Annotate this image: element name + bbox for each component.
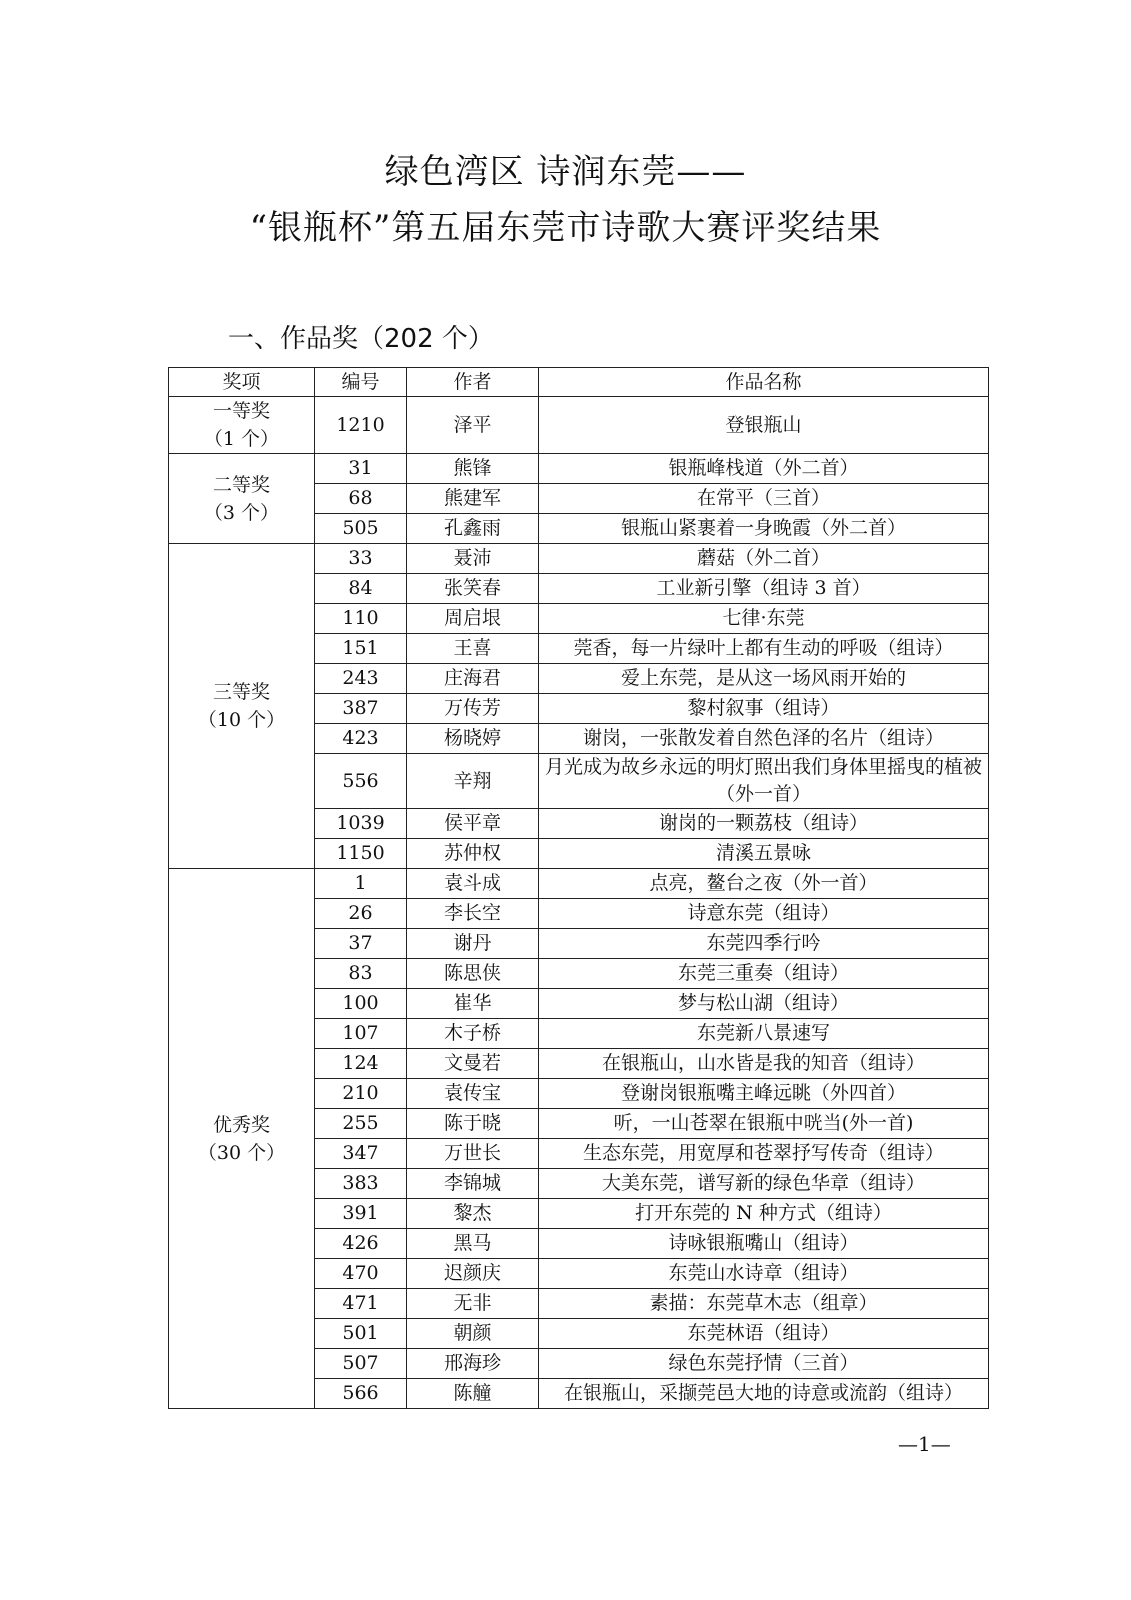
author-name: 陈于晓 — [407, 1109, 539, 1139]
author-name: 木子桥 — [407, 1019, 539, 1049]
entry-number: 210 — [315, 1079, 407, 1109]
work-title: 梦与松山湖（组诗） — [539, 989, 989, 1019]
author-name: 周启垠 — [407, 604, 539, 634]
author-name: 黎杰 — [407, 1199, 539, 1229]
work-title: 东莞三重奏（组诗） — [539, 959, 989, 989]
section-heading: 一、作品奖（202 个） — [228, 324, 494, 354]
work-title: 工业新引擎（组诗 3 首） — [539, 574, 989, 604]
author-name: 无非 — [407, 1289, 539, 1319]
author-name: 李长空 — [407, 899, 539, 929]
author-name: 张笑春 — [407, 574, 539, 604]
author-name: 庄海君 — [407, 664, 539, 694]
entry-number: 31 — [315, 454, 407, 484]
work-title: 登谢岗银瓶嘴主峰远眺（外四首） — [539, 1079, 989, 1109]
entry-number: 243 — [315, 664, 407, 694]
award-category-count: （10 个） — [197, 709, 286, 731]
page-number: —1— — [898, 1432, 951, 1456]
author-name: 黑马 — [407, 1229, 539, 1259]
work-title: 登银瓶山 — [539, 397, 989, 454]
awards-table-header — [169, 368, 989, 397]
work-title: 清溪五景咏 — [539, 839, 989, 869]
entry-number: 84 — [315, 574, 407, 604]
award-category-name: 优秀奖 — [212, 1113, 270, 1136]
work-title: 谢岗，一张散发着自然色泽的名片（组诗） — [539, 724, 989, 754]
award-category-name: 三等奖 — [212, 681, 270, 703]
entry-number: 471 — [315, 1289, 407, 1319]
entry-number: 505 — [315, 514, 407, 544]
author-name: 辛翔 — [407, 754, 539, 809]
work-title: 银瓶峰栈道（外二首） — [539, 454, 989, 484]
entry-number: 107 — [315, 1019, 407, 1049]
author-name: 崔华 — [407, 989, 539, 1019]
author-name: 熊锋 — [407, 454, 539, 484]
author-name: 迟颜庆 — [407, 1259, 539, 1289]
work-title: 黎村叙事（组诗） — [539, 694, 989, 724]
entry-number: 383 — [315, 1169, 407, 1199]
table-row — [169, 544, 989, 574]
entry-number: 68 — [315, 484, 407, 514]
entry-number: 1210 — [315, 397, 407, 454]
entry-number: 1 — [315, 869, 407, 899]
work-title: 爱上东莞，是从这一场风雨开始的 — [539, 664, 989, 694]
entry-number: 347 — [315, 1139, 407, 1169]
entry-number: 507 — [315, 1349, 407, 1379]
author-name: 苏仲权 — [407, 839, 539, 869]
entry-number: 83 — [315, 959, 407, 989]
work-title: 东莞四季行吟 — [539, 929, 989, 959]
award-category-name: 一等奖 — [212, 400, 270, 422]
author-name: 谢丹 — [407, 929, 539, 959]
work-title: 七律·东莞 — [539, 604, 989, 634]
work-title: 东莞山水诗章（组诗） — [539, 1259, 989, 1289]
entry-number: 110 — [315, 604, 407, 634]
author-name: 袁传宝 — [407, 1079, 539, 1109]
author-name: 万世长 — [407, 1139, 539, 1169]
award-category-cell — [169, 869, 315, 1409]
award-category-count: （3 个） — [203, 501, 280, 524]
author-name: 朝颜 — [407, 1319, 539, 1349]
entry-number: 387 — [315, 694, 407, 724]
header-work-title: 作品名称 — [539, 368, 989, 397]
work-title: 谢岗的一颗荔枝（组诗） — [539, 809, 989, 839]
author-name: 万传芳 — [407, 694, 539, 724]
title-line-1: 绿色湾区 诗润东莞—— — [384, 152, 747, 192]
awards-table — [168, 367, 989, 1409]
work-title: 点亮，鳌台之夜（外一首） — [539, 869, 989, 899]
header-author: 作者 — [407, 368, 539, 397]
entry-number: 423 — [315, 724, 407, 754]
table-row — [169, 397, 989, 454]
entry-number: 1150 — [315, 839, 407, 869]
work-title: 银瓶山紧裹着一身晚霞（外二首） — [539, 514, 989, 544]
author-name: 熊建军 — [407, 484, 539, 514]
award-category-count: （30 个） — [197, 1141, 286, 1164]
entry-number: 556 — [315, 754, 407, 809]
work-title: 在银瓶山，采撷莞邑大地的诗意或流韵（组诗） — [539, 1379, 989, 1409]
author-name: 文曼若 — [407, 1049, 539, 1079]
author-name: 侯平章 — [407, 809, 539, 839]
entry-number: 501 — [315, 1319, 407, 1349]
author-name: 王喜 — [407, 634, 539, 664]
work-title: 素描：东莞草木志（组章） — [539, 1289, 989, 1319]
table-row — [169, 454, 989, 484]
award-category-name: 二等奖 — [212, 473, 270, 496]
work-title: 大美东莞，谱写新的绿色华章（组诗） — [539, 1169, 989, 1199]
work-title: 东莞新八景速写 — [539, 1019, 989, 1049]
entry-number: 255 — [315, 1109, 407, 1139]
work-title: 月光成为故乡永远的明灯照出我们身体里摇曳的植被（外一首） — [539, 754, 989, 809]
work-title: 在银瓶山，山水皆是我的知音（组诗） — [539, 1049, 989, 1079]
title-line-2: “银瓶杯”第五届东莞市诗歌大赛评奖结果 — [249, 208, 882, 248]
author-name: 邢海珍 — [407, 1349, 539, 1379]
entry-number: 391 — [315, 1199, 407, 1229]
work-title: 诗咏银瓶嘴山（组诗） — [539, 1229, 989, 1259]
author-name: 杨晓婷 — [407, 724, 539, 754]
awards-table-body — [169, 397, 989, 1409]
entry-number: 33 — [315, 544, 407, 574]
award-category-cell — [169, 544, 315, 869]
header-award: 奖项 — [169, 368, 315, 397]
work-title: 莞香，每一片绿叶上都有生动的呼吸（组诗） — [539, 634, 989, 664]
work-title: 听，一山苍翠在银瓶中咣当(外一首) — [539, 1109, 989, 1139]
author-name: 孔鑫雨 — [407, 514, 539, 544]
work-title: 生态东莞，用宽厚和苍翠抒写传奇（组诗） — [539, 1139, 989, 1169]
award-category-count: （1 个） — [203, 428, 280, 450]
entry-number: 37 — [315, 929, 407, 959]
work-title: 诗意东莞（组诗） — [539, 899, 989, 929]
author-name: 聂沛 — [407, 544, 539, 574]
author-name: 陈思侠 — [407, 959, 539, 989]
header-number: 编号 — [315, 368, 407, 397]
entry-number: 151 — [315, 634, 407, 664]
award-category-cell — [169, 397, 315, 454]
entry-number: 470 — [315, 1259, 407, 1289]
work-title: 东莞林语（组诗） — [539, 1319, 989, 1349]
author-name: 李锦城 — [407, 1169, 539, 1199]
work-title: 打开东莞的 N 种方式（组诗） — [539, 1199, 989, 1229]
entry-number: 1039 — [315, 809, 407, 839]
author-name: 陈艟 — [407, 1379, 539, 1409]
entry-number: 426 — [315, 1229, 407, 1259]
work-title: 蘑菇（外二首） — [539, 544, 989, 574]
author-name: 泽平 — [407, 397, 539, 454]
entry-number: 100 — [315, 989, 407, 1019]
work-title: 在常平（三首） — [539, 484, 989, 514]
author-name: 袁斗成 — [407, 869, 539, 899]
award-category-cell — [169, 454, 315, 544]
entry-number: 124 — [315, 1049, 407, 1079]
table-row — [169, 869, 989, 899]
work-title: 绿色东莞抒情（三首） — [539, 1349, 989, 1379]
entry-number: 26 — [315, 899, 407, 929]
entry-number: 566 — [315, 1379, 407, 1409]
